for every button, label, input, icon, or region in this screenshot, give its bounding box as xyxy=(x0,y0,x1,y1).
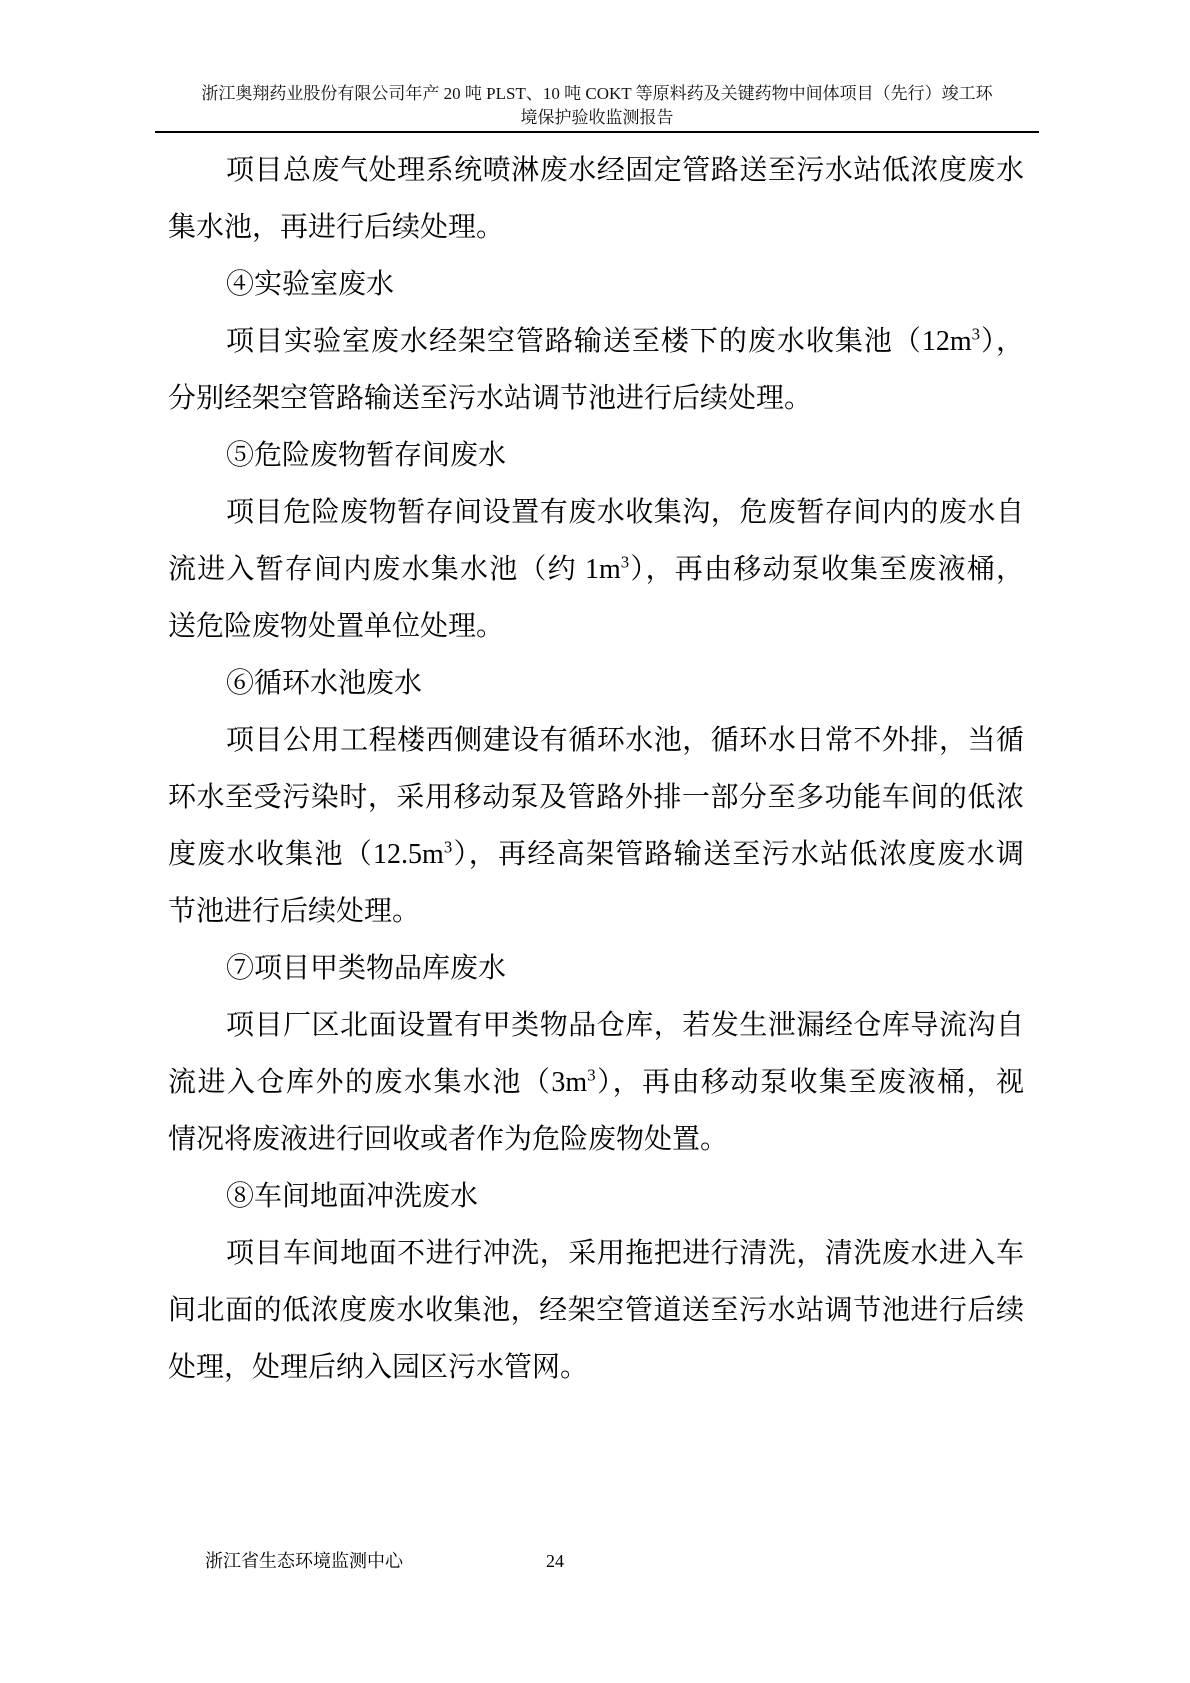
body-text-line xyxy=(168,142,1024,199)
body-text-line xyxy=(168,427,1024,484)
superscript-exponent: 3 xyxy=(587,1065,596,1085)
body-text-line xyxy=(168,370,1024,427)
text-segment: 项目危险废物暂存间设置有废水收集沟，危废暂存间内的废水自 xyxy=(226,497,1024,528)
text-segment: 分别经架空管路输送至污水站调节池进行后续处理。 xyxy=(168,383,813,414)
text-segment: 项目厂区北面设置有甲类物品仓库，若发生泄漏经仓库导流沟自 xyxy=(226,1010,1024,1041)
body-text-line xyxy=(168,883,1024,940)
body-text-line xyxy=(168,256,1024,313)
text-segment: ），再由移动泵收集至废液桶，视 xyxy=(595,1067,1024,1098)
text-segment: 度废水收集池（12.5m xyxy=(168,839,444,870)
text-segment: 送危险废物处置单位处理。 xyxy=(168,611,505,642)
header-divider xyxy=(155,131,1039,133)
text-segment: ），再经高架管路输送至污水站低浓度废水调 xyxy=(452,839,1024,870)
text-segment: 流进入暂存间内废水集水池（约 1m xyxy=(168,554,621,585)
body-text-line xyxy=(168,1111,1024,1168)
text-segment: 环水至受污染时，采用移动泵及管路外排一部分至多功能车间的低浓 xyxy=(168,782,1024,813)
footer-organization: 浙江省生态环境监测中心 xyxy=(205,1551,403,1571)
text-segment: 流进入仓库外的废水集水池（3m xyxy=(168,1067,588,1098)
body-text-line xyxy=(168,769,1024,826)
body-text-line xyxy=(168,655,1024,712)
text-segment: ⑦项目甲类物品库废水 xyxy=(226,953,507,984)
footer-page-number: 24 xyxy=(546,1551,564,1571)
text-segment: 处理，处理后纳入园区污水管网。 xyxy=(168,1352,589,1383)
body-text-line xyxy=(168,826,1024,883)
body-text-line xyxy=(168,940,1024,997)
text-segment: 项目公用工程楼西侧建设有循环水池，循环水日常不外排，当循 xyxy=(226,725,1024,756)
text-segment: 间北面的低浓度废水收集池，经架空管道送至污水站调节池进行后续 xyxy=(168,1295,1024,1326)
text-segment: ④实验室废水 xyxy=(226,269,395,300)
body-text-line xyxy=(168,598,1024,655)
body-text-line xyxy=(168,1339,1024,1396)
text-segment: 集水池，再进行后续处理。 xyxy=(168,212,505,243)
body-text-line xyxy=(168,541,1024,598)
superscript-exponent: 3 xyxy=(443,837,453,857)
body-text-line xyxy=(168,997,1024,1054)
page-footer xyxy=(0,1546,1190,1576)
text-segment: ），再由移动泵收集至废液桶， xyxy=(629,554,1024,585)
superscript-exponent: 3 xyxy=(971,324,980,344)
body-text-line xyxy=(168,484,1024,541)
text-segment: ⑥循环水池废水 xyxy=(226,668,423,699)
body-text-line xyxy=(168,1168,1024,1225)
body-text-line xyxy=(168,712,1024,769)
text-segment: ⑧车间地面冲洗废水 xyxy=(226,1181,479,1212)
page-header xyxy=(158,82,1036,130)
document-body xyxy=(168,142,1024,1396)
text-segment: 项目车间地面不进行冲洗，采用拖把进行清洗，清洗废水进入车 xyxy=(226,1238,1024,1269)
text-segment: 项目总废气处理系统喷淋废水经固定管路送至污水站低浓度废水 xyxy=(226,155,1024,186)
text-segment: ⑤危险废物暂存间废水 xyxy=(226,440,507,471)
text-segment: 情况将废液进行回收或者作为危险废物处置。 xyxy=(168,1124,729,1155)
body-text-line xyxy=(168,1282,1024,1339)
body-text-line xyxy=(168,1225,1024,1282)
text-segment: 项目实验室废水经架空管路输送至楼下的废水收集池（12m xyxy=(226,326,972,357)
superscript-exponent: 3 xyxy=(620,552,630,572)
body-text-line xyxy=(168,199,1024,256)
header-title-line-1: 浙江奥翔药业股份有限公司年产 20 吨 PLST、10 吨 COKT 等原料药及关键药物中间体项目（先行）竣工环 xyxy=(201,84,993,103)
body-text-line xyxy=(168,1054,1024,1111)
header-title-line-2: 境保护验收监测报告 xyxy=(520,108,674,127)
body-text-line xyxy=(168,313,1024,370)
text-segment: 节池进行后续处理。 xyxy=(168,896,421,927)
text-segment: ）， xyxy=(980,326,1024,357)
